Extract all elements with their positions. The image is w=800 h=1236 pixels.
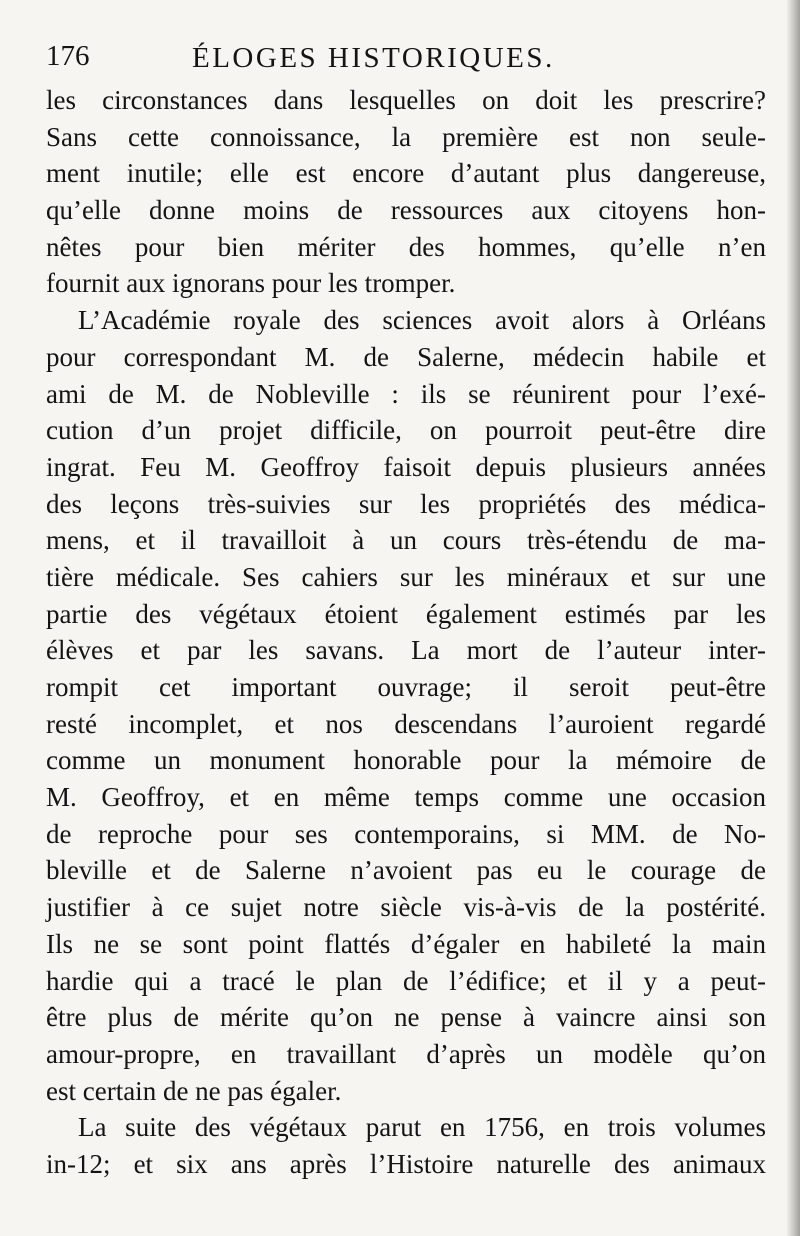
text-line: les circonstances dans lesquelles on doit les prescrire?	[46, 85, 766, 115]
text-line: est certain de ne pas égaler.	[46, 1075, 342, 1106]
text-line: qu’elle donne moins de ressources aux citoyens hon-	[46, 195, 766, 226]
text-line: mens, et il travailloit à un cours très-étendu de ma-	[46, 525, 766, 556]
text-line: ami de M. de Nobleville : ils se réunirent pour l’exé-	[46, 378, 766, 409]
text-line: justifier à ce sujet notre siècle vis-à-vis de la postérité.	[46, 892, 766, 923]
text-line: cution d’un projet difficile, on pourroit peut-être dire	[46, 415, 766, 446]
text-line: bleville et de Salerne n’avoient pas eu le courage de	[46, 855, 766, 886]
page-header	[46, 40, 746, 80]
text-line: pour correspondant M. de Salerne, médecin habile et	[46, 341, 766, 372]
text-line: des leçons très-suivies sur les propriétés des médica-	[46, 488, 766, 519]
text-line: tière médicale. Ses cahiers sur les minéraux et sur une	[46, 561, 766, 592]
text-line: nêtes pour bien mériter des hommes, qu’elle n’en	[46, 231, 766, 262]
text-line: ingrat. Feu M. Geoffroy faisoit depuis plusieurs années	[46, 451, 766, 482]
text-line: ment inutile; elle est encore d’autant plus dangereuse,	[46, 158, 766, 189]
text-line: rompit cet important ouvrage; il seroit peut-être	[46, 672, 766, 702]
text-line: fournit aux ignorans pour les tromper.	[46, 268, 456, 299]
page-number: 176	[46, 40, 90, 72]
paragraph-start-line: La suite des végétaux parut en 1756, en trois volumes	[78, 1112, 766, 1143]
text-line: Ils ne se sont point flattés d’égaler en habileté la main	[46, 928, 766, 959]
text-line: in-12; et six ans après l’Histoire naturelle des animaux	[46, 1148, 766, 1179]
text-line: M. Geoffroy, et en même temps comme une occasion	[46, 782, 766, 813]
text-line: resté incomplet, et nos descendans l’auroient regardé	[46, 708, 766, 739]
text-line: élèves et par les savans. La mort de l’auteur inter-	[46, 635, 766, 666]
text-line: comme un monument honorable pour la mémoire de	[46, 745, 766, 776]
page-edge-shadow	[786, 0, 800, 1236]
text-line: être plus de mérite qu’on ne pense à vaincre ainsi son	[46, 1002, 766, 1033]
text-line: partie des végétaux étoient également estimés par les	[46, 598, 766, 629]
running-title: ÉLOGES HISTORIQUES.	[192, 42, 555, 74]
text-line: hardie qui a tracé le plan de l’édifice; et il y a peut-	[46, 965, 766, 996]
body-text	[46, 82, 766, 1183]
paragraph-start-line: L’Académie royale des sciences avoit alors à Orléans	[78, 305, 766, 336]
text-line: Sans cette connoissance, la première est non seule-	[46, 121, 766, 152]
text-line: de reproche pour ses contemporains, si MM. de No-	[46, 818, 766, 849]
text-line: amour-propre, en travaillant d’après un modèle qu’on	[46, 1038, 766, 1069]
